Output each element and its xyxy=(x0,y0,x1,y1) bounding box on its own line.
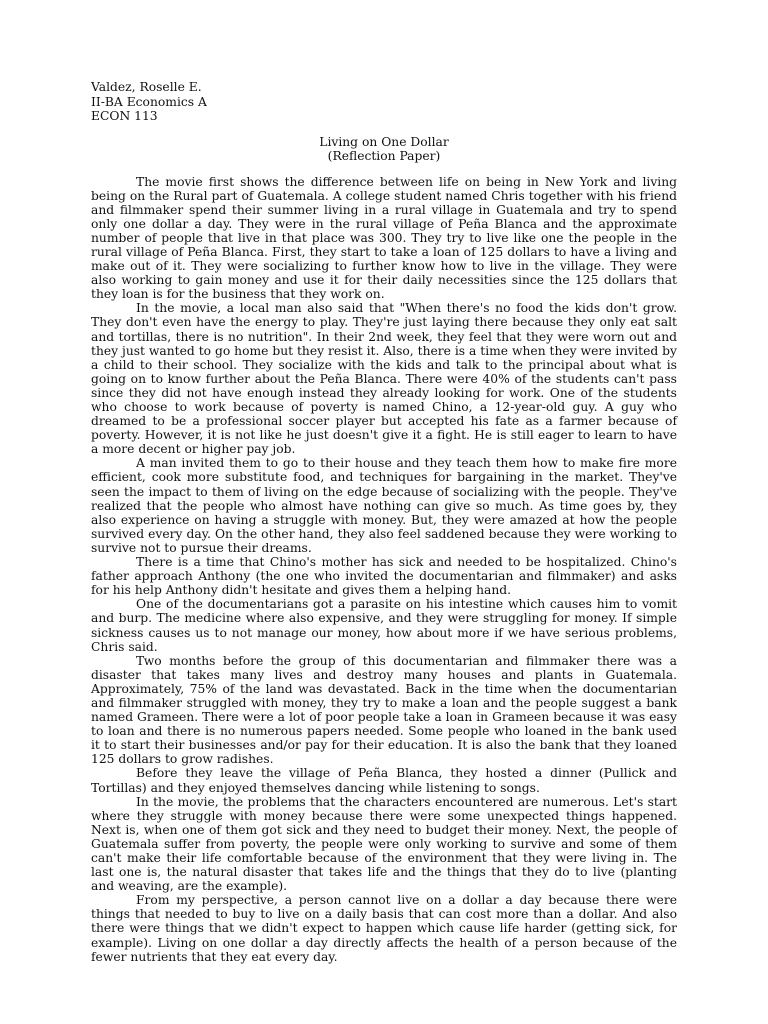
paper-title: Living on One Dollar xyxy=(319,134,449,149)
author-name: Valdez, Roselle E. xyxy=(91,80,202,94)
title-block xyxy=(91,135,677,164)
paragraph: Before they leave the village of Peña Blanca, they hosted a dinner (Pullick and Tortillas) and they enjoyed themselves dancing while listening to songs. xyxy=(91,766,677,795)
paragraph: From my perspective, a person cannot live on a dollar a day because there were things that needed to buy to live on a daily basis that can cost more than a dollar. And also there were things that we didn't expect to happen which cause life harder (getting sick, for example). Living on one dollar a day directly affects the health of a person because of the fewer nutrients that they eat every day. xyxy=(91,893,677,964)
paragraph: In the movie, a local man also said that "When there's no food the kids don't grow. They don't even have the energy to play. They're just laying there because they only eat salt and tortillas, there is no nutrition". In their 2nd week, they feel that they were worn out and they just wanted to go home but they resist it. Also, there is a time when they were invited by a child to their school. They socialize with the kids and talk to the principal about what is going on to know further about the Peña Blanca. There were 40% of the students can't pass since they did not have enough instead they already looking for work. One of the students who choose to work because of poverty is named Chino, a 12-year-old guy. A guy who dreamed to be a professional soccer player but accepted his fate as a farmer because of poverty. However, it is not like he just doesn't give it a fight. He is still eager to learn to have a more decent or higher pay job. xyxy=(91,301,677,457)
paper-body xyxy=(91,175,677,964)
author-header xyxy=(91,80,677,124)
paragraph: One of the documentarians got a parasite on his intestine which causes him to vomit and burp. The medicine where also expensive, and they were struggling for money. If simple sickness causes us to not manage our money, how about more if we have serious problems, Chris said. xyxy=(91,597,677,654)
class-section: II-BA Economics A xyxy=(91,94,207,109)
paragraph: Two months before the group of this documentarian and filmmaker there was a disaster that takes many lives and destroy many houses and plants in Guatemala. Approximately, 75% of the land was devastated. Back in the time when the documentarian and filmmaker struggled with money, they try to make a loan and the people suggest a bank named Grameen. There were a lot of poor people take a loan in Grameen because it was easy to loan and there is no numerous papers needed. Some people who loaned in the bank used it to start their businesses and/or pay for their education. It is also the bank that they loaned 125 dollars to grow radishes. xyxy=(91,653,677,767)
paragraph: The movie first shows the difference between life on being in New York and living being on the Rural part of Guatemala. A college student named Chris together with his friend and filmmaker spend their summer living in a rural village in Guatemala and try to spend only one dollar a day. They were in the rural village of Peña Blanca and the approximate number of people that live in that place was 300. They try to live like one the people in the rural village of Peña Blanca. First, they start to take a loan of 125 dollars to have a living and make out of it. They were socializing to further know how to live in the village. They were also working to gain money and use it for their daily necessities since the 125 dollars that they loan is for the business that they work on. xyxy=(91,174,677,302)
paragraph: There is a time that Chino's mother has sick and needed to be hospitalized. Chino's father approach Anthony (the one who invited the documentarian and filmmaker) and asks for his help Anthony didn't hesitate and gives them a helping hand. xyxy=(91,555,677,598)
paragraph: In the movie, the problems that the characters encountered are numerous. Let's start where they struggle with money because there were some unexpected things happened. Next is, when one of them got sick and they need to budget their money. Next, the people of Guatemala suffer from poverty, the people were only working to survive and some of them can't make their life comfortable because of the environment that they were living in. The last one is, the natural disaster that takes life and the things that they do to live (planting and weaving, are the example). xyxy=(91,794,677,894)
paper-subtitle: (Reflection Paper) xyxy=(327,149,441,163)
course-code: ECON 113 xyxy=(91,109,158,123)
paragraph: A man invited them to go to their house and they teach them how to make fire more efficient, cook more substitute food, and techniques for bargaining in the market. They've seen the impact to them of living on the edge because of socializing with the people. They've realized that the people who almost have nothing can give so much. As time goes by, they also experience on having a struggle with money. But, they were amazed at how the people survived every day. On the other hand, they also feel saddened because they were working to survive not to pursue their dreams. xyxy=(91,456,677,555)
